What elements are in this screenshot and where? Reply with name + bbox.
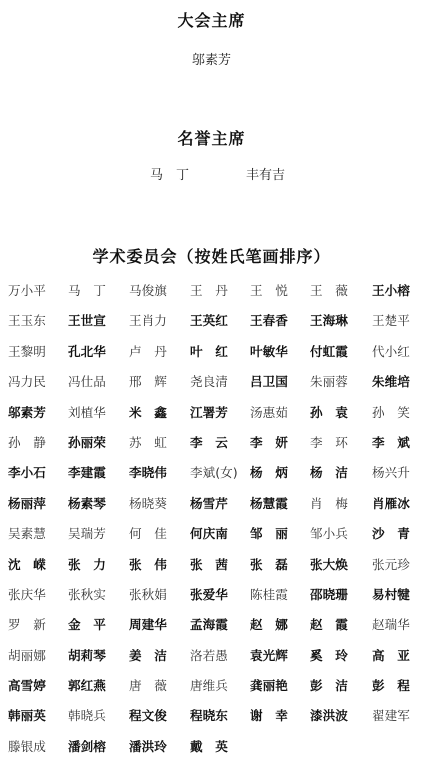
committee-member: 何庆南	[190, 526, 228, 542]
committee-member: 孙 笑	[372, 404, 410, 420]
committee-member: 刘植华	[68, 404, 106, 420]
committee-member: 张爱华	[190, 586, 228, 602]
committee-member: 张 磊	[250, 556, 288, 572]
committee-member: 张 茜	[190, 556, 228, 572]
committee-member: 邹小兵	[310, 526, 348, 542]
committee-member: 戴 英	[190, 738, 228, 754]
committee-member: 易村犍	[372, 586, 410, 602]
committee-member: 孔北华	[68, 343, 106, 359]
committee-member: 苏 虹	[129, 434, 167, 450]
committee-member: 汤惠茹	[250, 404, 288, 420]
committee-member: 杨 炳	[250, 465, 288, 481]
committee-member: 谢 幸	[250, 708, 288, 724]
committee-member: 陈桂霞	[250, 586, 288, 602]
committee-member: 姜 洁	[129, 647, 167, 663]
committee-member: 张大焕	[310, 556, 348, 572]
committee-member: 韩丽英	[8, 708, 46, 724]
committee-member: 王英红	[190, 313, 228, 329]
committee-member: 潘洪玲	[129, 738, 167, 754]
committee-member: 赵 霞	[310, 617, 348, 633]
committee-member: 李 妍	[250, 434, 288, 450]
committee-member: 沙 青	[372, 526, 410, 542]
committee-member: 程晓东	[190, 708, 228, 724]
committee-member: 王黎明	[8, 343, 46, 359]
committee-member: 李小石	[8, 465, 46, 481]
committee-member: 张 力	[68, 556, 106, 572]
committee-member: 王楚平	[372, 313, 410, 329]
committee-member: 张 伟	[129, 556, 167, 572]
committee-member: 吴素慧	[8, 526, 46, 542]
committee-member: 奚 玲	[310, 647, 348, 663]
committee-member: 李 斌	[372, 434, 410, 450]
committee-member: 罗 新	[8, 617, 46, 633]
committee-member: 朱丽蓉	[310, 374, 348, 390]
committee-member: 李建霞	[68, 465, 106, 481]
committee-member: 杨 洁	[310, 465, 348, 481]
committee-member: 袁光辉	[250, 647, 288, 663]
committee-member: 程文俊	[129, 708, 167, 724]
committee-member: 吴瑞芳	[68, 526, 106, 542]
committee-member-list	[8, 283, 418, 769]
committee-member: 米 鑫	[129, 404, 167, 420]
committee-member: 彭 程	[372, 678, 410, 694]
committee-member: 唐维兵	[190, 678, 228, 694]
committee-member: 沈 嵘	[8, 556, 46, 572]
committee-member: 龚丽艳	[250, 678, 288, 694]
committee-member: 孙丽荣	[68, 434, 106, 450]
committee-member: 代小红	[372, 343, 410, 359]
committee-member: 杨丽萍	[8, 495, 46, 511]
committee-member: 周建华	[129, 617, 167, 633]
committee-member: 孟海霞	[190, 617, 228, 633]
committee-member: 胡莉琴	[68, 647, 106, 663]
committee-member: 韩晓兵	[68, 708, 106, 724]
committee-member: 肖雁冰	[372, 495, 410, 511]
committee-member: 李 云	[190, 434, 228, 450]
committee-member: 尧良清	[190, 374, 228, 390]
committee-member: 漆洪波	[310, 708, 348, 724]
committee-member: 翟建军	[372, 708, 410, 724]
committee-member: 金 平	[68, 617, 106, 633]
committee-title: 学术委员会（按姓氏笔画排序）	[92, 247, 331, 266]
committee-member: 杨晓葵	[129, 495, 167, 511]
chair-title: 大会主席	[177, 11, 246, 30]
committee-member: 赵瑞华	[372, 617, 410, 633]
committee-member: 马俊旗	[129, 283, 167, 298]
committee-member: 邵晓珊	[310, 586, 348, 602]
committee-member: 张秋实	[68, 586, 106, 602]
honorary-name: 马 丁	[150, 168, 190, 183]
committee-member: 叶敏华	[250, 343, 288, 359]
committee-member: 孙 静	[8, 434, 46, 450]
committee-member: 郭红燕	[68, 678, 106, 694]
committee-member: 何 佳	[129, 526, 167, 542]
committee-member: 王海琳	[310, 313, 348, 329]
committee-member: 李晓伟	[129, 465, 167, 481]
committee-member: 吕卫国	[250, 374, 288, 390]
committee-member: 洛若愚	[190, 647, 228, 663]
committee-member: 朱维培	[372, 374, 410, 390]
committee-member: 马 丁	[68, 283, 106, 298]
committee-member: 滕银成	[8, 738, 46, 754]
committee-member: 冯仕品	[68, 374, 106, 390]
committee-member: 高雪婷	[8, 678, 46, 694]
committee-member: 邹 丽	[250, 526, 288, 542]
committee-member: 王玉东	[8, 313, 46, 329]
committee-member: 王小榕	[372, 283, 410, 298]
committee-member: 叶 红	[190, 343, 228, 359]
committee-member: 万小平	[8, 283, 46, 298]
committee-member: 王 薇	[310, 283, 348, 298]
committee-member: 张庆华	[8, 586, 46, 602]
committee-member: 李 环	[310, 434, 348, 450]
committee-member: 赵 娜	[250, 617, 288, 633]
committee-member: 冯力民	[8, 374, 46, 390]
committee-member: 邬素芳	[8, 404, 46, 420]
committee-member: 高 亚	[372, 647, 410, 663]
committee-member: 王 悦	[250, 283, 288, 298]
committee-member: 胡丽娜	[8, 647, 46, 663]
committee-member: 肖 梅	[310, 495, 348, 511]
honorary-title: 名誉主席	[177, 129, 246, 148]
chair-name: 邬素芳	[191, 53, 231, 68]
committee-member: 潘剑榕	[68, 738, 106, 754]
committee-member: 杨慧霞	[250, 495, 288, 511]
committee-member: 李斌(女)	[190, 465, 238, 481]
committee-member: 付虹霞	[310, 343, 348, 359]
honorary-name: 丰有吉	[246, 168, 286, 183]
committee-member: 江署芳	[190, 404, 228, 420]
committee-member: 王春香	[250, 313, 288, 329]
committee-member: 王 丹	[190, 283, 228, 298]
committee-member: 王世宣	[68, 313, 106, 329]
committee-member: 彭 洁	[310, 678, 348, 694]
committee-member: 唐 薇	[129, 678, 167, 694]
committee-member: 杨雪芹	[190, 495, 228, 511]
committee-member: 杨兴升	[372, 465, 410, 481]
committee-member: 卢 丹	[129, 343, 167, 359]
committee-member: 邢 辉	[129, 374, 167, 390]
committee-member: 杨素琴	[68, 495, 106, 511]
committee-member: 王肖力	[129, 313, 167, 329]
committee-member: 张元珍	[372, 556, 410, 572]
committee-member: 孙 袁	[310, 404, 348, 420]
committee-member: 张秋娟	[129, 586, 167, 602]
